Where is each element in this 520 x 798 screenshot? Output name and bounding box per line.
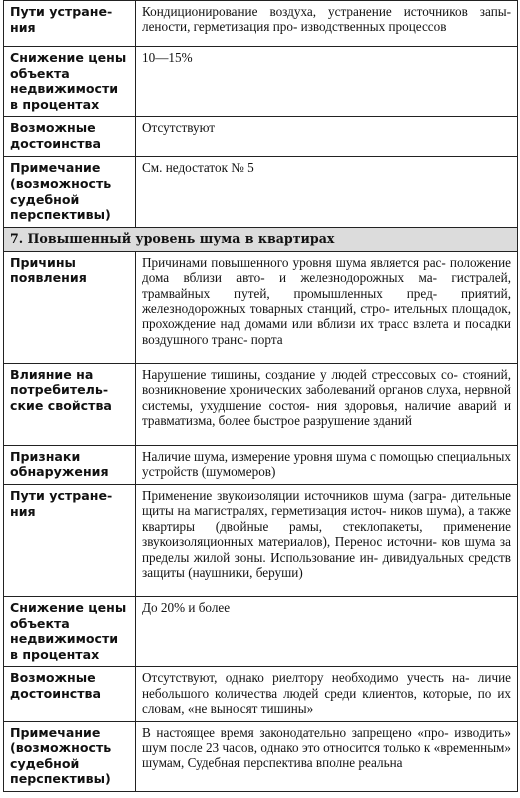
table-row: [4, 484, 518, 596]
table-row: [4, 596, 518, 666]
table-row: [4, 1, 518, 47]
row-text: До 20% и более: [136, 596, 518, 666]
table-row: [4, 251, 518, 363]
row-label: Снижение цены объекта недвижимости в процентах: [4, 596, 136, 666]
row-label: Причины появления: [4, 251, 136, 363]
defects-table: [3, 0, 518, 792]
table-row: [4, 363, 518, 445]
section-title: 7. Повышенный уровень шума в квартирах: [4, 227, 518, 251]
row-text: Отсутствуют: [136, 117, 518, 157]
row-label: Пути устране- ния: [4, 484, 136, 596]
row-label: Примечание (возможность судебной перспективы): [4, 721, 136, 791]
row-label: Возможные достоинства: [4, 117, 136, 157]
row-label: Признаки обнаружения: [4, 445, 136, 484]
table-row: [4, 721, 518, 791]
table-row: [4, 117, 518, 157]
table-row: [4, 667, 518, 721]
row-text: Применение звукоизоляции источников шума (загра- дительные щиты на магистралях, герметизация источ- ников шума), а также квартиры (двойные рамы, стеклопакеты, применение звукоизоляционных материалов), Перенос источни- ков шума за пределы жилой зоны. Использование ин- дивидуальных средств защиты (наушники, беруши): [136, 484, 518, 596]
row-text: Наличие шума, измерение уровня шума с помощью специальных устройств (шумомеров): [136, 445, 518, 484]
table-row: [4, 47, 518, 117]
row-text: 10—15%: [136, 47, 518, 117]
row-label: Пути устране- ния: [4, 1, 136, 47]
row-label: Снижение цены объекта недвижимости в процентах: [4, 47, 136, 117]
row-text: Отсутствуют, однако риелтору необходимо учесть на- личие небольшого количества людей среди клиентов, которые, по их словам, «не выносят тишины»: [136, 667, 518, 721]
row-text: В настоящее время законодательно запрещено «про- изводить» шум после 23 часов, однако это относится только к «временным» шумам, Судебная перспектива вполне реальна: [136, 721, 518, 791]
row-label: Влияние на потребитель- ские свойства: [4, 363, 136, 445]
table-row: [4, 157, 518, 227]
table-row: [4, 445, 518, 484]
row-text: См. недостаток № 5: [136, 157, 518, 227]
section-header-row: [4, 227, 518, 251]
row-text: Причинами повышенного уровня шума является рас- положение дома вблизи авто- и железнодорожных ма- гистралей, трамвайных путей, промышленных пред- приятий, железнодорожных товарных станций, стро- ительных площадок, прохождение над домами или вблизи их трасс взлета и посадки воздушного транс- порта: [136, 251, 518, 363]
row-text: Нарушение тишины, создание у людей стрессовых со- стояний, возникновение хронических заболеваний органов слуха, нервной системы, ухудшение состоя- ния здоровья, наличие аварий и травматизма, более быстрое разрушение зданий: [136, 363, 518, 445]
row-label: Примечание (возможность судебной перспективы): [4, 157, 136, 227]
row-text: Кондиционирование воздуха, устранение источников запы- лености, герметизация про- изводственных процессов: [136, 1, 518, 47]
row-label: Возможные достоинства: [4, 667, 136, 721]
